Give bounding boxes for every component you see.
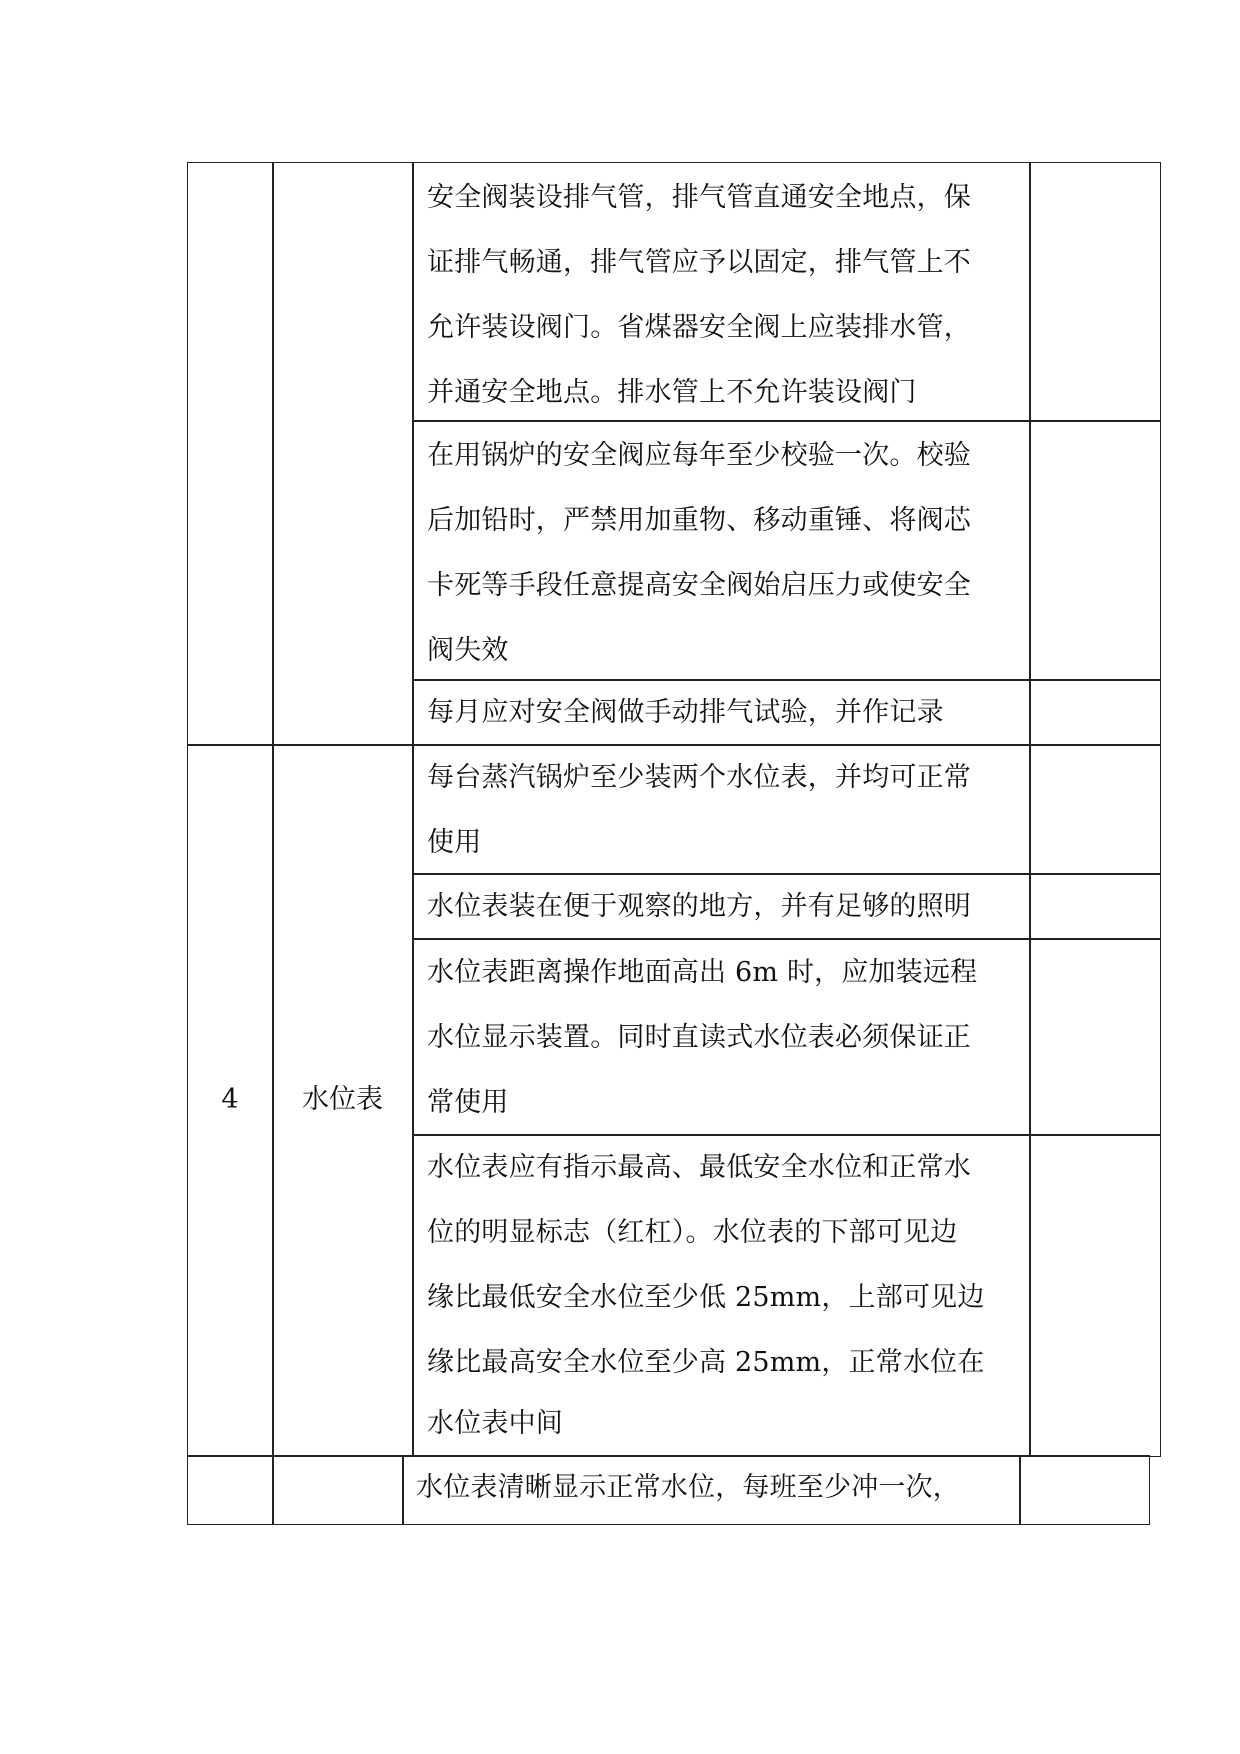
requirement-line: 每月应对安全阀做手动排气试验，并作记录 [427, 697, 944, 728]
requirement-line: 位的明显标志（红杠）。水位表的下部可见边 [427, 1217, 958, 1248]
requirement-cell-4 [412, 744, 1031, 875]
requirement-line: 在用锅炉的安全阀应每年至少校验一次。校验 [427, 440, 971, 471]
result-cell-4 [1029, 744, 1161, 875]
category-cell-empty-top [272, 162, 414, 746]
requirement-line: 水位表应有指示最高、最低安全水位和正常水 [427, 1152, 971, 1183]
requirement-line: 每台蒸汽锅炉至少装两个水位表，并均可正常 [427, 762, 971, 793]
category-cell-continuation [272, 1455, 404, 1525]
requirement-line: 安全阀装设排气管，排气管直通安全地点，保 [427, 182, 971, 213]
requirement-line: 阀失效 [427, 635, 509, 666]
requirement-line: 水位表装在便于观察的地方，并有足够的照明 [427, 891, 971, 922]
result-cell-2 [1029, 420, 1161, 681]
requirement-cell-7 [412, 1134, 1031, 1457]
requirement-cell-1 [412, 162, 1031, 422]
result-cell-7 [1029, 1134, 1161, 1457]
requirement-cell-5 [412, 873, 1031, 940]
result-cell-6 [1029, 938, 1161, 1136]
category-label: 水位表 [302, 1084, 383, 1115]
requirement-line: 并通安全地点。排水管上不允许装设阀门 [427, 377, 917, 408]
requirement-line: 证排气畅通，排气管应予以固定，排气管上不 [427, 247, 971, 278]
requirement-line: 缘比最高安全水位至少高 25mm，正常水位在 [427, 1347, 985, 1378]
result-cell-8 [1019, 1455, 1150, 1525]
requirement-line: 水位表距离操作地面高出 6m 时，应加装远程 [427, 957, 978, 988]
requirement-cell-3 [412, 679, 1031, 746]
requirement-line: 后加铅时，严禁用加重物、移动重锤、将阀芯 [427, 505, 971, 536]
row-number-cell-empty-top [187, 162, 274, 746]
requirement-line: 使用 [427, 827, 482, 858]
requirement-line: 卡死等手段任意提高安全阀始启压力或使安全 [427, 570, 971, 601]
requirement-line: 允许装设阀门。省煤器安全阀上应装排水管， [427, 312, 971, 343]
result-cell-3 [1029, 679, 1161, 746]
requirement-cell-2 [412, 420, 1031, 681]
row-number-cell-continuation [187, 1455, 274, 1525]
result-cell-1 [1029, 162, 1161, 422]
requirement-line: 常使用 [427, 1087, 509, 1118]
result-cell-5 [1029, 873, 1161, 940]
requirement-cell-6 [412, 938, 1031, 1136]
requirement-line: 水位显示装置。同时直读式水位表必须保证正 [427, 1022, 971, 1053]
row-number: 4 [221, 1084, 239, 1115]
requirement-line: 缘比最低安全水位至少低 25mm，上部可见边 [427, 1282, 985, 1313]
row-number-cell [187, 744, 274, 1457]
requirement-line: 水位表中间 [427, 1408, 563, 1439]
requirement-line: 水位表清晰显示正常水位，每班至少冲一次， [416, 1472, 960, 1503]
category-cell [272, 744, 414, 1457]
requirement-cell-8 [402, 1455, 1021, 1525]
